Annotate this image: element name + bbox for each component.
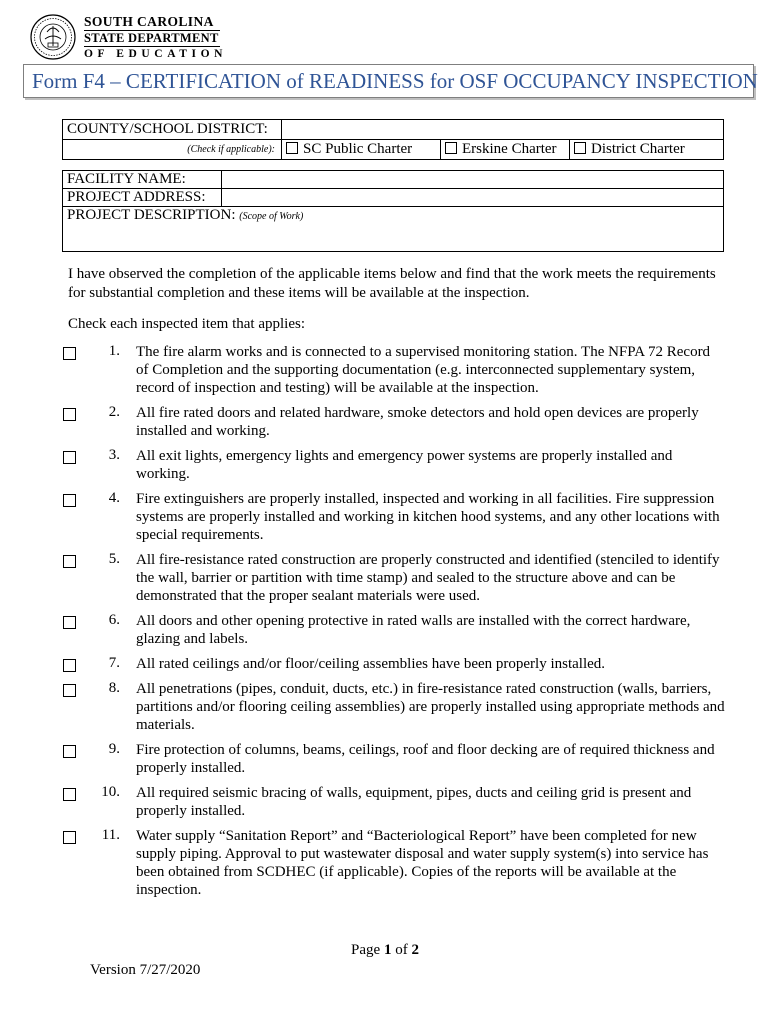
item-text: Fire protection of columns, beams, ceilings, roof and floor decking are of required thickness and properly installed.: [136, 742, 715, 776]
item-number: 5.: [108, 551, 120, 567]
item-text: All fire-resistance rated construction are properly constructed and identified (stenciled to identify the wall, barrier or partition with time stamp) and sealed to the structure above and can be demonstrated that the proper sealant materials were used.: [136, 552, 720, 604]
certification-statement: I have observed the completion of the applicable items below and find that the work meets the requirements for substantial completion and these items will be available at the inspection.: [68, 266, 716, 301]
item-text: All penetrations (pipes, conduit, ducts, etc.) in fire-resistance rated construction (walls, barriers, partitions and/or flooring ceiling assemblies) are properly installed using appropriate methods and materials.: [136, 681, 725, 733]
item-number: 2.: [108, 404, 120, 420]
facility-name-input[interactable]: [222, 171, 724, 189]
option-sc-public-charter[interactable]: [282, 140, 441, 160]
item-text: All fire rated doors and related hardware, smoke detectors and hold open devices are properly installed and working.: [136, 405, 699, 439]
district-label: COUNTY/SCHOOL DISTRICT:: [63, 120, 282, 140]
item-number: 11.: [101, 827, 120, 843]
item-text: All required seismic bracing of walls, equipment, pipes, ducts and ceiling grid is present and properly installed.: [136, 785, 692, 819]
item-number: 3.: [108, 447, 120, 463]
item-text: All doors and other opening protective in rated walls are installed with the correct hardware, glazing and labels.: [136, 613, 691, 647]
option-label: Erskine Charter: [462, 141, 557, 157]
page-current: 1: [383, 942, 392, 958]
org-line-3: OF EDUCATION: [84, 48, 228, 60]
option-label: SC Public Charter: [303, 141, 413, 157]
department-name: [84, 15, 254, 61]
item-number: 1.: [108, 343, 120, 359]
page-total: 2: [411, 942, 419, 958]
option-erskine-charter[interactable]: [441, 140, 570, 160]
option-district-charter[interactable]: [570, 140, 724, 160]
facility-table: [62, 170, 724, 252]
checkbox-icon[interactable]: [445, 142, 457, 154]
facility-name-label: FACILITY NAME:: [63, 171, 222, 189]
charter-hint: (Check if applicable):: [63, 140, 282, 160]
scope-hint: (Scope of Work): [239, 211, 304, 222]
item-text: Water supply “Sanitation Report” and “Bacteriological Report” have been completed for new supply piping. Approval to put wastewater disposal and water supply system(s) into service has been obtained from SCDHEC (if applicable). Copies of the reports will be available at the inspection.: [136, 828, 709, 898]
item-text: All rated ceilings and/or floor/ceiling assemblies have been properly installed.: [136, 656, 606, 672]
org-line-1: SOUTH CAROLINA: [84, 14, 214, 29]
checkbox-icon[interactable]: [286, 142, 298, 154]
item-number: 8.: [108, 680, 120, 696]
item-number: 6.: [108, 612, 120, 628]
item-number: 4.: [108, 490, 120, 506]
form-title: Form F4 – CERTIFICATION of READINESS for OSF OCCUPANCY INSPECTION: [32, 68, 758, 93]
project-address-input[interactable]: [222, 189, 724, 207]
district-input[interactable]: [282, 120, 724, 140]
version-label: Version 7/27/2020: [90, 962, 201, 978]
page-of: of: [395, 942, 408, 958]
check-instructions: Check each inspected item that applies:: [68, 316, 305, 332]
item-text: All exit lights, emergency lights and emergency power systems are properly installed and working.: [136, 448, 673, 482]
form-title-bar: [23, 64, 758, 98]
item-number: 10.: [101, 784, 120, 800]
project-description-field[interactable]: [63, 207, 724, 252]
item-text: Fire extinguishers are properly installed, inspected and working in all facilities. Fire suppression systems are properly installed and working in kitchen hood systems, and any other locations with special requirements.: [136, 491, 720, 543]
page-number: [0, 942, 770, 959]
district-table: [62, 119, 724, 160]
item-number: 9.: [108, 741, 120, 757]
item-number: 7.: [108, 655, 120, 671]
org-line-2: STATE DEPARTMENT: [84, 31, 219, 45]
project-address-label: PROJECT ADDRESS:: [63, 189, 222, 207]
state-seal-icon: [30, 14, 76, 60]
checkbox-icon[interactable]: [574, 142, 586, 154]
page-prefix: Page: [351, 942, 381, 958]
project-description-label: PROJECT DESCRIPTION:: [67, 207, 236, 223]
option-label: District Charter: [591, 141, 685, 157]
item-text: The fire alarm works and is connected to a supervised monitoring station. The NFPA 72 Record of Completion and the supporting documentation (e.g. interconnected supplementary system, record of inspection and testing) will be available at the inspection.: [136, 344, 711, 396]
